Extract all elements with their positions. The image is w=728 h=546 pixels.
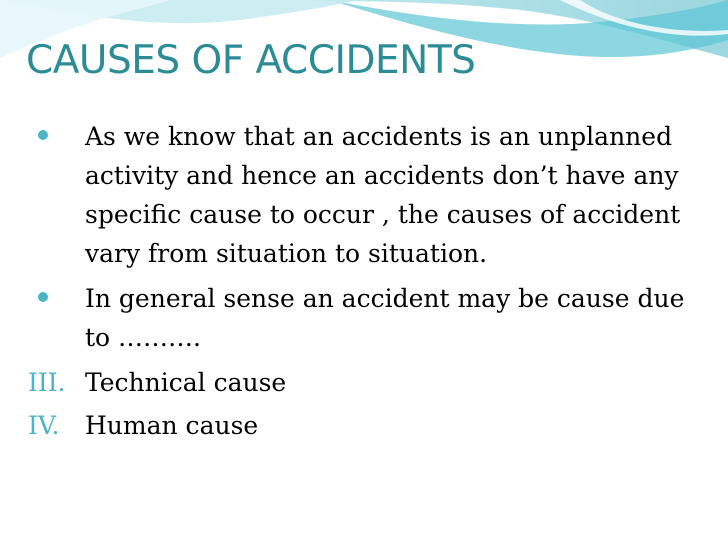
list-marker: IV. (28, 411, 60, 440)
list-item (0, 406, 728, 445)
bullet-text: As we know that an accidents is an unplanned activity and hence an accidents don’t have any specific cause to occur , the causes of accident vary from situation to situation. (85, 122, 681, 268)
bullet-dot-icon (38, 292, 48, 302)
list-item (0, 117, 728, 273)
list-item (0, 363, 728, 402)
list-item (0, 279, 728, 357)
bullet-text: Human cause (85, 411, 259, 440)
list-marker: III. (28, 368, 66, 397)
bullet-list (0, 117, 728, 449)
bullet-text: In general sense an accident may be cause due to ………. (85, 284, 685, 352)
slide-title: CAUSES OF ACCIDENTS (26, 38, 476, 83)
bullet-text: Technical cause (85, 368, 287, 397)
bullet-dot-icon (38, 130, 48, 140)
